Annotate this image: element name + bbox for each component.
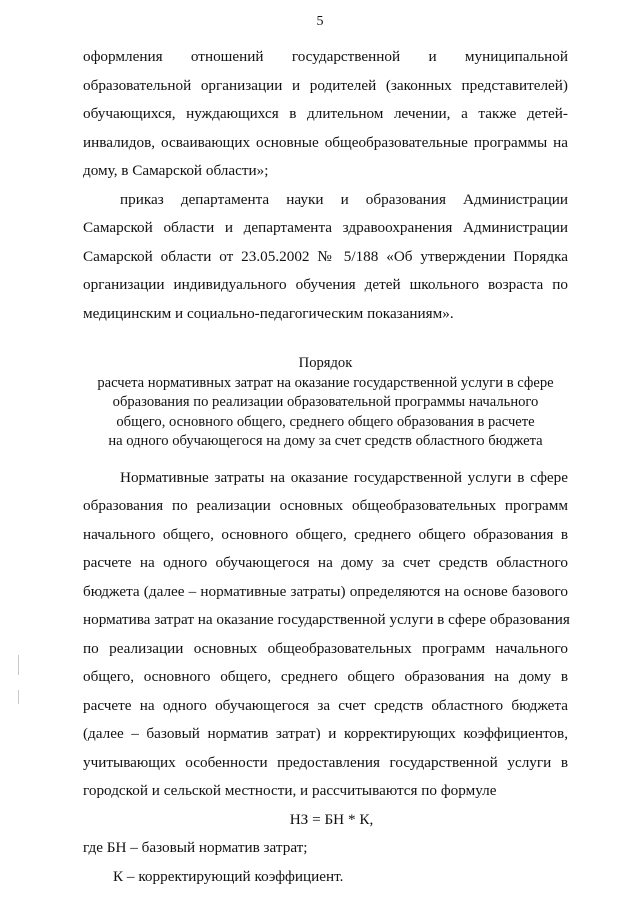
page-number: 5 <box>316 14 324 29</box>
text-line: Самарской области от 23.05.2002 № 5/188 «Об утверждении Порядка <box>83 247 568 265</box>
scan-margin-mark <box>18 655 19 675</box>
text-line: (далее – базовый норматив затрат) и корректирующих коэффициентов, <box>83 725 568 742</box>
text-line: инвалидов, осваивающих основные общеобразовательные программы на <box>83 133 568 151</box>
heading-title: Порядок <box>298 355 353 371</box>
heading-line: расчета нормативных затрат на оказание государственной услуги в сфере <box>97 374 554 391</box>
formula-legend-k: К – корректирующий коэффициент. <box>113 867 344 885</box>
text-line: дому, в Самарской области»; <box>83 162 269 179</box>
text-line: общего, основного общего, среднего общего образования на дому в <box>83 668 568 685</box>
text-line: приказ департамента науки и образования Администрации <box>120 190 568 208</box>
main-paragraph <box>83 464 568 892</box>
text-line: организации индивидуального обучения детей школьного возраста по <box>83 276 568 293</box>
scan-margin-mark <box>18 690 19 704</box>
text-line: учитывающих особенности предоставления государственной услуги в <box>83 753 568 771</box>
heading-line: общего, основного общего, среднего общего образования в расчете <box>116 413 535 430</box>
intro-paragraph <box>83 43 568 186</box>
text-line: Нормативные затраты на оказание государственной услуги в сфере <box>120 468 568 486</box>
text-line: обучающихся, нуждающихся в длительном лечении, а также детей- <box>83 105 568 122</box>
formula-legend-bn: где БН – базовый норматив затрат; <box>83 839 308 856</box>
text-line: начального общего, основного общего, среднего общего образования в <box>83 525 568 543</box>
text-line: образовательной организации и родителей (законных представителей) <box>83 76 568 94</box>
text-line: Самарской области и департамента здравоохранения Администрации <box>83 219 568 236</box>
text-line: по реализации основных общеобразовательных программ начального <box>83 639 568 657</box>
text-line: медицинским и социально-педагогическим показаниям». <box>83 304 454 322</box>
text-line: городской и сельской местности, и рассчитываются по формуле <box>83 782 497 799</box>
text-line: образования по реализации основных общеобразовательных программ <box>83 497 568 514</box>
text-line: бюджета (далее – нормативные затраты) определяются на основе базового <box>83 582 568 600</box>
heading-line: образования по реализации образовательной программы начального <box>112 394 539 410</box>
text-line: расчете на одного обучающегося за счет средств областного бюджета <box>83 696 568 714</box>
formula: НЗ = БН * К, <box>289 810 374 828</box>
document-body <box>83 43 568 891</box>
section-heading <box>83 354 568 452</box>
heading-line: на одного обучающегося на дому за счет средств областного бюджета <box>108 433 543 449</box>
text-line: расчете на одного обучающегося на дому за счет средств областного <box>83 554 568 571</box>
text-line: оформления отношений государственной и муниципальной <box>83 48 568 65</box>
text-line: норматива затрат на оказание государственной услуги в сфере образования <box>83 611 570 628</box>
order-paragraph <box>83 186 568 329</box>
